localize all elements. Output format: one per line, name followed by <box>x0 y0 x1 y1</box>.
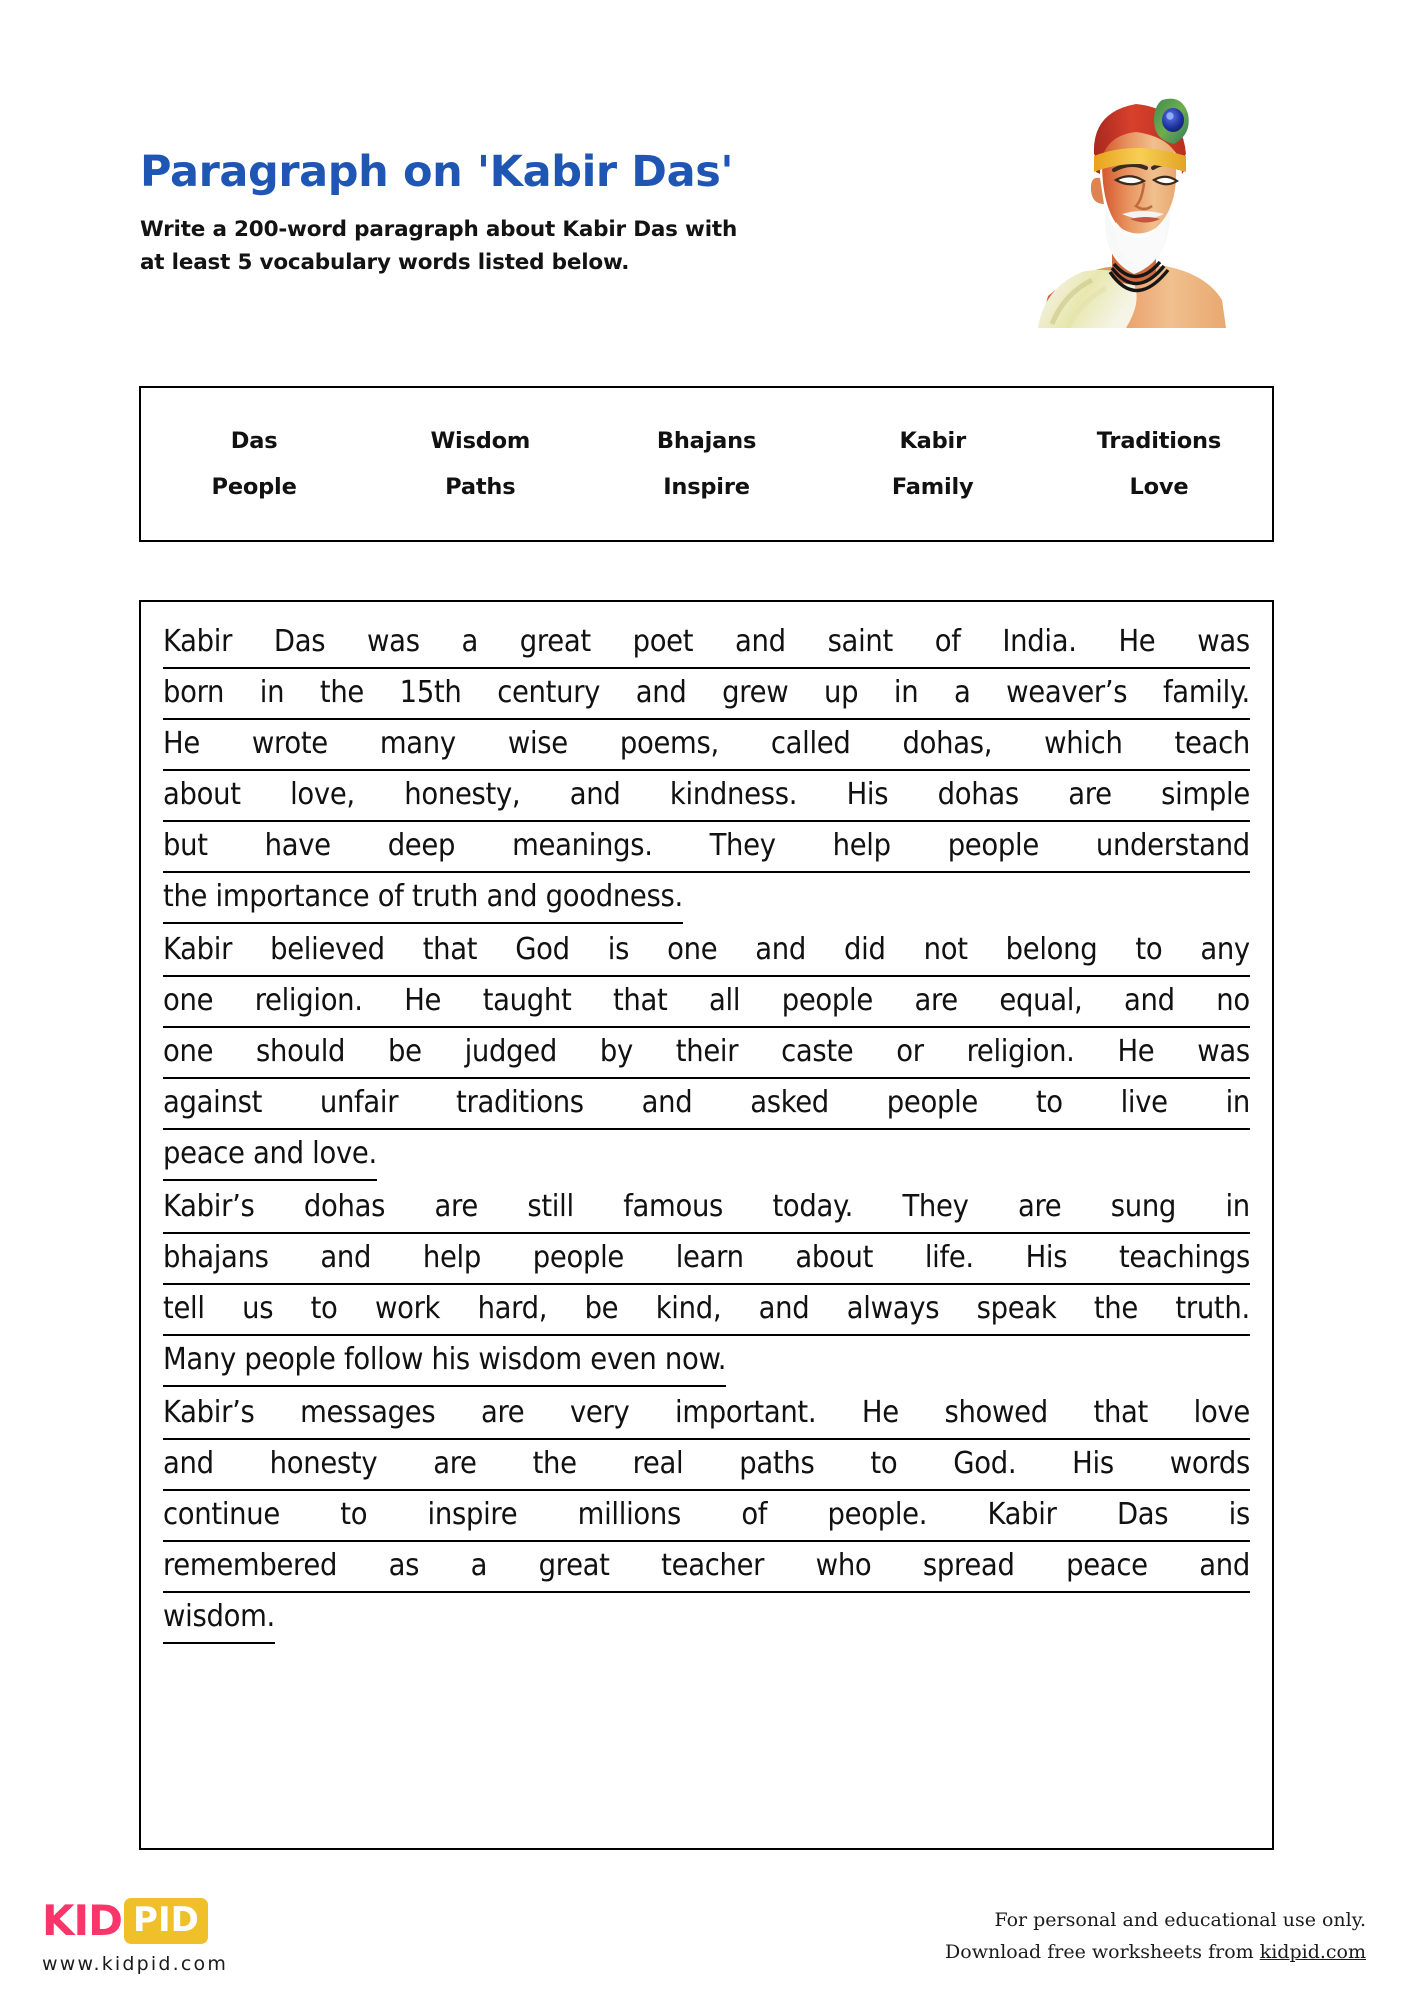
essay-line-wrap <box>163 873 1250 926</box>
essay-paragraph <box>163 926 1250 1183</box>
essay-paragraph <box>163 618 1250 926</box>
essay-line: but have deep meanings. They help people understand <box>163 822 1250 873</box>
essay-line-wrap <box>163 1336 1250 1389</box>
essay-line: one should be judged by their caste or religion. He was <box>163 1028 1250 1079</box>
footer-note-prefix: Download free worksheets from <box>945 1941 1260 1964</box>
footer-usage-note <box>945 1904 1366 1969</box>
kidpid-logo <box>42 1898 228 1975</box>
logo-website-url: www.kidpid.com <box>42 1953 229 1975</box>
essay-line: Kabir’s messages are very important. He showed that love <box>163 1389 1250 1440</box>
essay-line: and honesty are the real paths to God. His words <box>163 1440 1250 1491</box>
essay-line: Kabir believed that God is one and did not belong to any <box>163 926 1250 977</box>
page-title: Paragraph on 'Kabir Das' <box>140 147 734 197</box>
footer-note-line-2 <box>945 1936 1366 1968</box>
essay-line: peace and love. <box>163 1130 377 1181</box>
essay-line: Kabir’s dohas are still famous today. They are sung in <box>163 1183 1250 1234</box>
essay-line: the importance of truth and goodness. <box>163 873 683 924</box>
essay-answer-box[interactable] <box>139 600 1274 1850</box>
vocabulary-word: Paths <box>445 474 516 500</box>
vocabulary-word: Inspire <box>663 474 750 500</box>
essay-line-wrap <box>163 1130 1250 1183</box>
essay-paragraph <box>163 1389 1250 1646</box>
kabir-das-portrait-icon <box>1030 88 1230 328</box>
essay-line: Kabir Das was a great poet and saint of India. He was <box>163 618 1250 669</box>
worksheet-header <box>140 147 940 280</box>
essay-line: remembered as a great teacher who spread peace and <box>163 1542 1250 1593</box>
essay-line: tell us to work hard, be kind, and always speak the truth. <box>163 1285 1250 1336</box>
essay-line: one religion. He taught that all people are equal, and no <box>163 977 1250 1028</box>
essay-line: born in the 15th century and grew up in a weaver’s family. <box>163 669 1250 720</box>
essay-line: continue to inspire millions of people. Kabir Das is <box>163 1491 1250 1542</box>
essay-line: against unfair traditions and asked people to live in <box>163 1079 1250 1130</box>
essay-line: bhajans and help people learn about life. His teachings <box>163 1234 1250 1285</box>
vocabulary-row <box>141 474 1272 500</box>
essay-text <box>163 618 1250 1646</box>
vocabulary-word: Traditions <box>1096 428 1222 454</box>
logo-row <box>42 1898 228 1944</box>
essay-line: wisdom. <box>163 1593 275 1644</box>
footer-note-line-1: For personal and educational use only. <box>994 1909 1366 1931</box>
vocabulary-word: Das <box>230 428 278 454</box>
essay-line-wrap <box>163 1593 1250 1646</box>
kidpid-link[interactable]: kidpid.com <box>1259 1941 1366 1964</box>
vocabulary-word: Bhajans <box>656 428 757 454</box>
vocabulary-word: Kabir <box>899 428 966 454</box>
vocabulary-word: Wisdom <box>430 428 531 454</box>
essay-line: about love, honesty, and kindness. His dohas are simple <box>163 771 1250 822</box>
essay-paragraph <box>163 1183 1250 1389</box>
vocabulary-word: Family <box>891 474 974 500</box>
essay-line: He wrote many wise poems, called dohas, which teach <box>163 720 1250 771</box>
page-instructions: Write a 200-word paragraph about Kabir Das with at least 5 vocabulary words listed below. <box>140 217 738 276</box>
essay-line: Many people follow his wisdom even now. <box>163 1336 726 1387</box>
vocabulary-word: People <box>211 474 297 500</box>
vocabulary-row <box>141 428 1272 454</box>
vocabulary-word: Love <box>1129 474 1189 500</box>
logo-kid-text: KID <box>42 1896 123 1945</box>
vocabulary-word-bank <box>139 386 1274 542</box>
logo-pid-badge: PID <box>124 1898 208 1944</box>
